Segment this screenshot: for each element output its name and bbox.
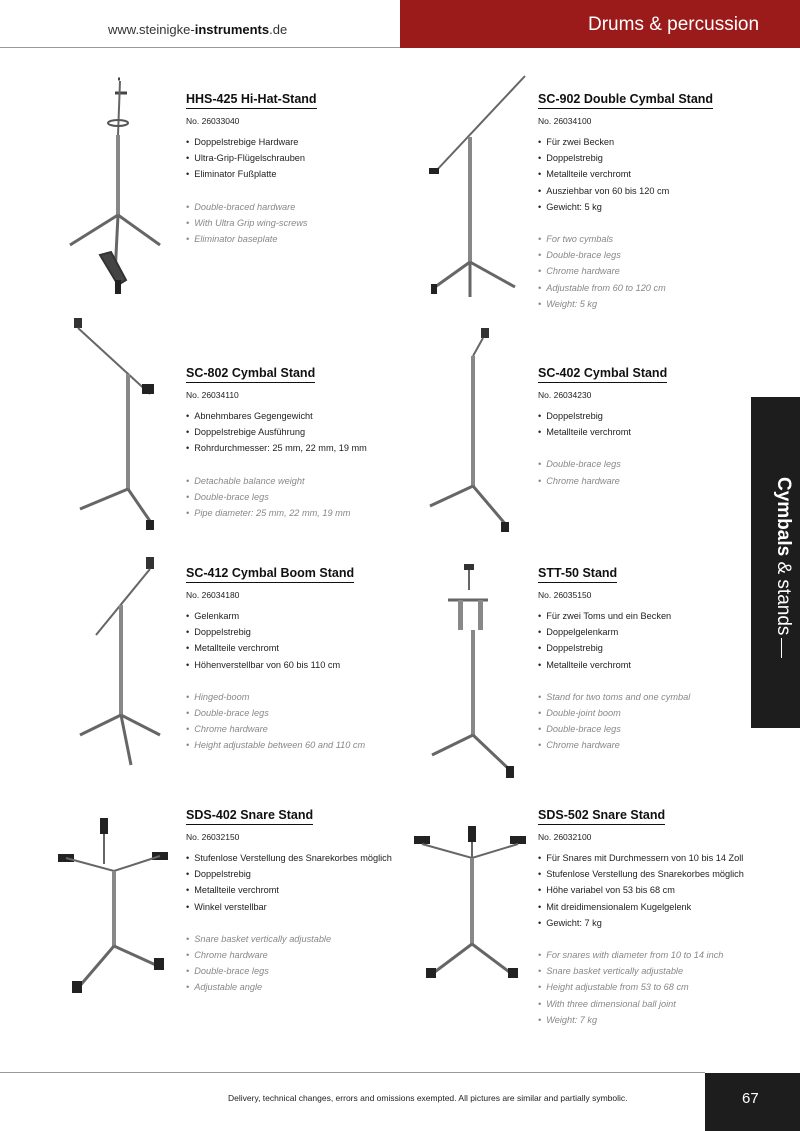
- product-title: SC-902 Double Cymbal Stand: [538, 92, 713, 109]
- product-sc-902: [538, 90, 758, 312]
- feature-item: • Eliminator baseplate: [186, 231, 406, 247]
- features-english: [538, 947, 758, 1028]
- feature-item: • For snares with diameter from 10 to 14 inch: [538, 947, 758, 963]
- feature-item: • Eliminator Fußplatte: [186, 166, 406, 182]
- feature-item: • Winkel verstellbar: [186, 899, 406, 915]
- feature-item: • Doppelstrebige Ausführung: [186, 424, 406, 440]
- cymbal-stand-sc402-image: [425, 326, 515, 536]
- features-english: [538, 231, 758, 312]
- features-german: [186, 850, 406, 915]
- feature-item: • Ultra-Grip-Flügelschrauben: [186, 150, 406, 166]
- features-german: [538, 850, 758, 931]
- product-sds-402: [186, 806, 406, 996]
- feature-item: • Metallteile verchromt: [186, 882, 406, 898]
- feature-item: • Chrome hardware: [186, 721, 406, 737]
- feature-item: • Weight: 5 kg: [538, 296, 758, 312]
- feature-item: • Doppelstrebige Hardware: [186, 134, 406, 150]
- feature-item: • Metallteile verchromt: [538, 657, 758, 673]
- feature-item: • Doppelstrebig: [186, 624, 406, 640]
- product-title: SC-802 Cymbal Stand: [186, 366, 315, 383]
- feature-item: • Adjustable from 60 to 120 cm: [538, 280, 758, 296]
- feature-item: • Abnehmbares Gegengewicht: [186, 408, 406, 424]
- features-german: [538, 408, 758, 440]
- feature-item: • Doppelstrebig: [186, 866, 406, 882]
- article-number: No. 26034100: [538, 116, 592, 126]
- cymbal-stand-sc802-image: [68, 314, 158, 534]
- product-hhs-425: [186, 90, 406, 247]
- features-english: [186, 931, 406, 996]
- feature-item: • Mit dreidimensionalem Kugelgelenk: [538, 899, 758, 915]
- feature-item: • Doppelgelenkarm: [538, 624, 758, 640]
- feature-item: • Für Snares mit Durchmessern von 10 bis 14 Zoll: [538, 850, 758, 866]
- features-german: [538, 608, 758, 673]
- article-number: No. 26032100: [538, 832, 592, 842]
- product-title: SC-402 Cymbal Stand: [538, 366, 667, 383]
- article-number: No. 26032150: [186, 832, 240, 842]
- footer-disclaimer: Delivery, technical changes, errors and omissions exempted. All pictures are similar and partially symbolic.: [228, 1093, 628, 1103]
- feature-item: • Gewicht: 7 kg: [538, 915, 758, 931]
- feature-item: • Für zwei Toms und ein Becken: [538, 608, 758, 624]
- feature-item: • For two cymbals: [538, 231, 758, 247]
- footer-divider: [0, 1072, 705, 1073]
- feature-item: • Gewicht: 5 kg: [538, 199, 758, 215]
- feature-item: • With Ultra Grip wing-screws: [186, 215, 406, 231]
- product-title: HHS-425 Hi-Hat-Stand: [186, 92, 317, 109]
- features-german: [186, 134, 406, 183]
- features-english: [538, 689, 758, 754]
- feature-item: • Double-brace legs: [538, 247, 758, 263]
- features-english: [186, 689, 406, 754]
- article-number: No. 26033040: [186, 116, 240, 126]
- features-german: [186, 608, 406, 673]
- double-cymbal-stand-image: [425, 72, 535, 304]
- feature-item: • Stand for two toms and one cymbal: [538, 689, 758, 705]
- feature-item: • Höhenverstellbar von 60 bis 110 cm: [186, 657, 406, 673]
- feature-item: • Double-brace legs: [186, 705, 406, 721]
- features-english: [186, 473, 406, 522]
- section-tab-rule: [781, 638, 782, 658]
- section-side-tab: [751, 397, 800, 728]
- feature-item: • Adjustable angle: [186, 979, 406, 995]
- article-number: No. 26034180: [186, 590, 240, 600]
- feature-item: • Double-brace legs: [186, 963, 406, 979]
- article-number: No. 26034230: [538, 390, 592, 400]
- product-title: SDS-502 Snare Stand: [538, 808, 665, 825]
- product-title: SC-412 Cymbal Boom Stand: [186, 566, 354, 583]
- product-sds-502: [538, 806, 758, 1028]
- feature-item: • Doppelstrebig: [538, 150, 758, 166]
- article-number: No. 26035150: [538, 590, 592, 600]
- section-tab-label: Cymbals & stands: [773, 477, 794, 636]
- cymbal-boom-stand-image: [76, 555, 166, 775]
- features-english: [538, 456, 758, 488]
- feature-item: • Metallteile verchromt: [186, 640, 406, 656]
- product-sc-802: [186, 364, 406, 521]
- feature-item: • Double-braced hardware: [186, 199, 406, 215]
- feature-item: • Gelenkarm: [186, 608, 406, 624]
- feature-item: • Chrome hardware: [186, 947, 406, 963]
- page-number-box: [705, 1073, 800, 1131]
- snare-stand-sds502-image: [412, 824, 530, 984]
- header-divider: [0, 47, 400, 48]
- feature-item: • Snare basket vertically adjustable: [186, 931, 406, 947]
- features-german: [538, 134, 758, 215]
- feature-item: • Metallteile verchromt: [538, 166, 758, 182]
- feature-item: • Double-joint boom: [538, 705, 758, 721]
- feature-item: • Metallteile verchromt: [538, 424, 758, 440]
- feature-item: • Höhe variabel von 53 bis 68 cm: [538, 882, 758, 898]
- tom-cymbal-stand-image: [428, 560, 518, 782]
- feature-item: • Double-brace legs: [538, 456, 758, 472]
- feature-item: • Detachable balance weight: [186, 473, 406, 489]
- feature-item: • Double-brace legs: [538, 721, 758, 737]
- feature-item: • Chrome hardware: [538, 473, 758, 489]
- features-german: [186, 408, 406, 457]
- product-title: SDS-402 Snare Stand: [186, 808, 313, 825]
- features-english: [186, 199, 406, 248]
- feature-item: • Stufenlose Verstellung des Snarekorbes möglich: [186, 850, 406, 866]
- product-stt-50: [538, 564, 758, 754]
- article-number: No. 26034110: [186, 390, 239, 400]
- feature-item: • Für zwei Becken: [538, 134, 758, 150]
- hihat-stand-image: [60, 75, 170, 300]
- category-banner: [400, 0, 800, 48]
- product-title: STT-50 Stand: [538, 566, 617, 583]
- category-title: Drums & percussion: [588, 14, 760, 35]
- feature-item: • Doppelstrebig: [538, 408, 758, 424]
- feature-item: • Double-brace legs: [186, 489, 406, 505]
- product-sc-402: [538, 364, 758, 489]
- feature-item: • Hinged-boom: [186, 689, 406, 705]
- page-number: 67: [742, 1090, 759, 1107]
- website-url: www.steinigke-instruments.de: [108, 22, 288, 37]
- feature-item: • Height adjustable between 60 and 110 cm: [186, 737, 406, 753]
- feature-item: • With three dimensional ball joint: [538, 996, 758, 1012]
- feature-item: • Chrome hardware: [538, 263, 758, 279]
- feature-item: • Pipe diameter: 25 mm, 22 mm, 19 mm: [186, 505, 406, 521]
- snare-stand-sds402-image: [54, 816, 172, 1000]
- feature-item: • Weight: 7 kg: [538, 1012, 758, 1028]
- feature-item: • Height adjustable from 53 to 68 cm: [538, 979, 758, 995]
- feature-item: • Chrome hardware: [538, 737, 758, 753]
- feature-item: • Stufenlose Verstellung des Snarekorbes möglich: [538, 866, 758, 882]
- feature-item: • Snare basket vertically adjustable: [538, 963, 758, 979]
- product-sc-412: [186, 564, 406, 754]
- feature-item: • Ausziehbar von 60 bis 120 cm: [538, 183, 758, 199]
- page-header: [0, 0, 800, 48]
- feature-item: • Rohrdurchmesser: 25 mm, 22 mm, 19 mm: [186, 440, 406, 456]
- feature-item: • Doppelstrebig: [538, 640, 758, 656]
